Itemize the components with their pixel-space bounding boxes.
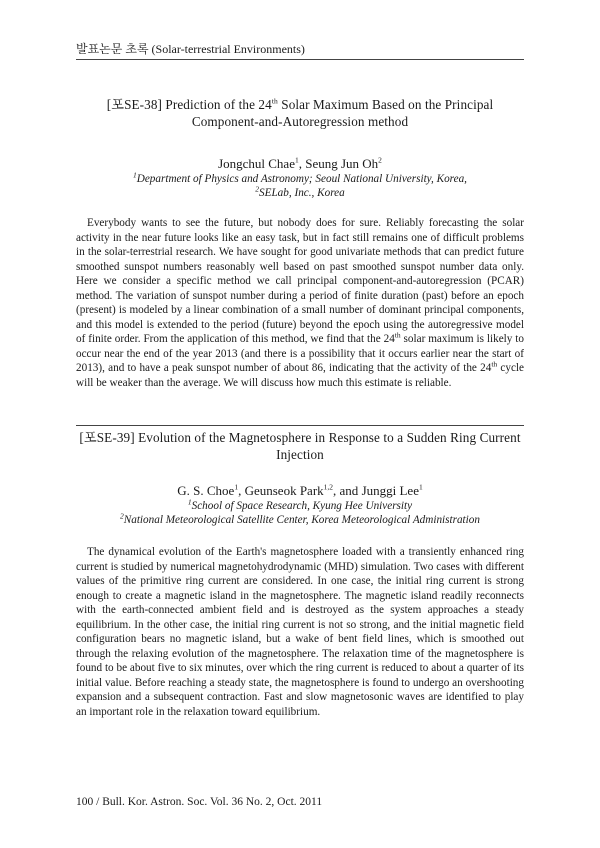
page-footer: 100 / Bull. Kor. Astron. Soc. Vol. 36 No. 2, Oct. 2011	[76, 796, 323, 808]
author-name: Seung Jun Oh	[305, 156, 379, 171]
affiliation: $^2$National Meteorological Satellite Center, Korea Meteorological Administration	[120, 511, 480, 526]
article-title: [포SE-38] Prediction of the 24th Solar Maximum Based on the Principal Component-and-Autoregression method	[106, 96, 494, 129]
author-list: Jongchul Chae$^1$, Seung Jun Oh$^2$	[218, 155, 382, 171]
article-title: [포SE-39] Evolution of the Magnetosphere in Response to a Sudden Ring Current Injection	[79, 430, 521, 462]
abstract-se39	[76, 425, 524, 719]
author-list: G. S. Choe$^1$, Geunseok Park$^{1,2}$, and Junggi Lee$^1$	[177, 482, 423, 498]
affiliation: $^1$Department of Physics and Astronomy; Seoul National University, Korea,	[133, 170, 467, 185]
abstract-body: Everybody wants to see the future, but nobody does for sure. Reliably forecasting the solar activity in the near future looks like an easy task, but in fact still remains one of difficult problems in the solar-terrestrial research. We have sought for good univariate methods that can predict future smoothed sunspot numbers reasonably well based on past smoothed sunspot number data only. Here we consider a specific method we call principal component-and-autoregression (PCAR) method. The variation of sunspot number during a period of finite duration (past) before an epoch (present) is modeled by a linear combination of a small number of dominant principal components, and this model is extended to the period (future) beyond the epoch using the autoregressive model of finite order. From the application of this method, we find that the 24th solar maximum is likely to occur near the end of the year 2013 (and there is a possibility that it occurs earlier near the start of 2013), and to have a peak sunspot number of about 86, indicating that the activity of the 24th cycle will be weaker than the average. We will discuss how much this estimate is reliable.	[76, 217, 524, 389]
author-name: Geunseok Park	[244, 483, 324, 498]
author-name: G. S. Choe	[177, 483, 235, 498]
affiliation: $^2$SELab, Inc., Korea	[255, 184, 345, 199]
affiliation: $^1$School of Space Research, Kyung Hee University	[187, 497, 413, 512]
abstract-se38	[76, 96, 524, 390]
running-header: 발표논문 초록 (Solar-terrestrial Environments)	[76, 40, 524, 60]
author-name: Junggi Lee	[361, 483, 419, 498]
abstract-body: The dynamical evolution of the Earth's magnetosphere loaded with a transiently enhanced ring current is studied by numerical magnetohydrodynamic (MHD) simulation. Two cases with different values of the primitive ring current are considered. In one case, the initial ring current is strong enough to create a magnetic island in the magnetosphere. The magnetic island readily reconnects with the earth-connected ambient field and is destroyed as the system approaches a steady equilibrium. In the other case, the initial ring current is not so strong, and the initial magnetic field configuration bears no magnetic island, but a wake of bent field lines, which is smoothed out through the relaxing evolution of the magnetosphere. The relaxation time of the magnetosphere is found to be about five to six minutes, over which the ring current is reduced to about a quarter of its initial value. Before reaching a steady state, the magnetosphere is found to undergo an overshooting expansion and a subsequent contraction. Fast and slow magnetosonic waves are identified to play an important role in the relaxation toward equilibrium.	[76, 546, 524, 718]
author-name: Jongchul Chae	[218, 156, 295, 171]
